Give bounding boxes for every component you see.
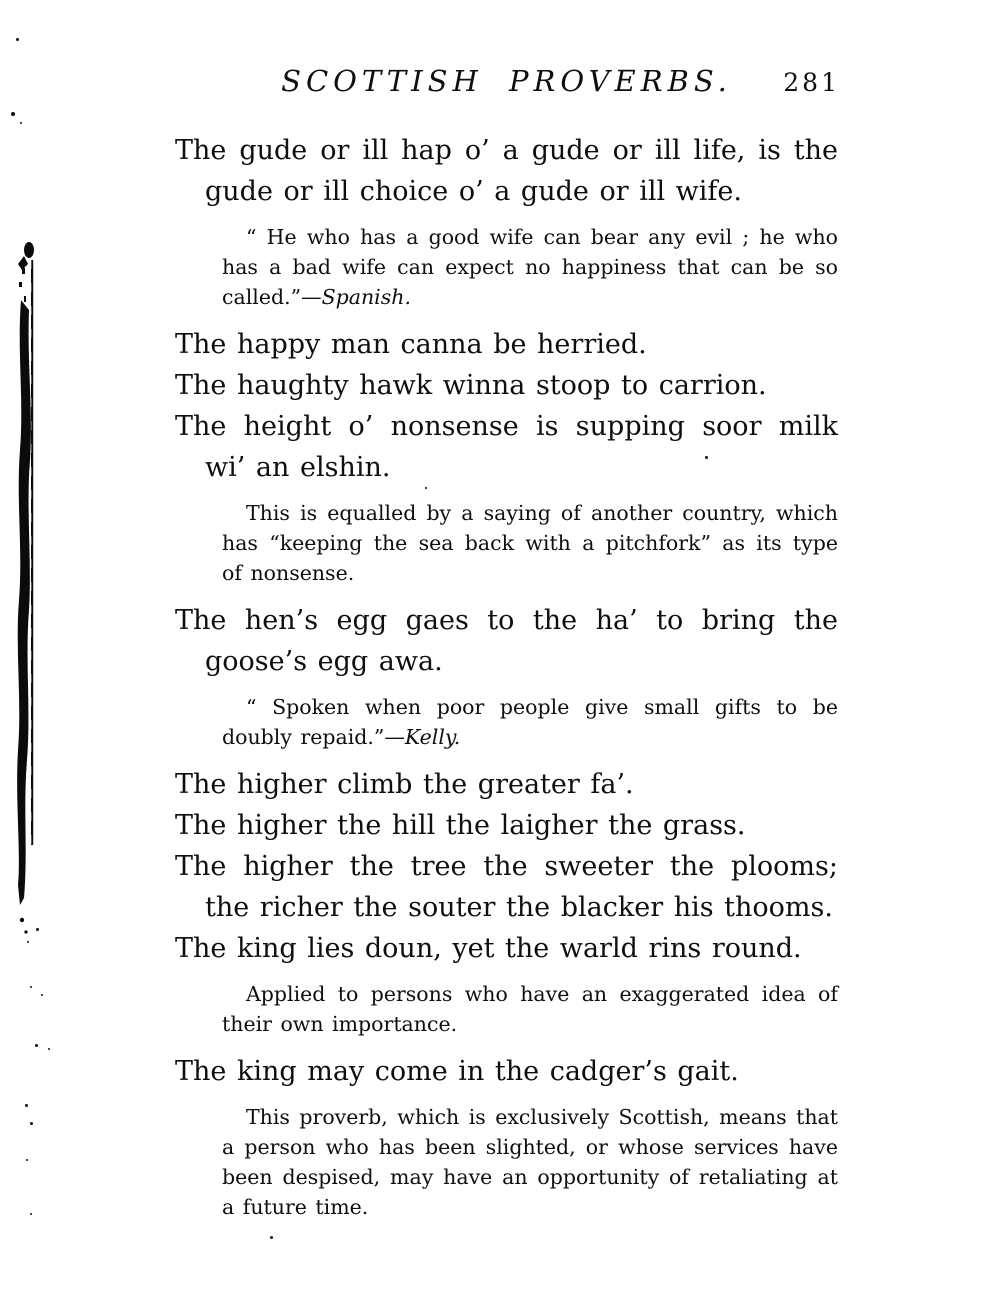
entry-text: The height o’ nonsense is supping soor milk wi’ an elshin.	[175, 411, 838, 483]
note-text	[222, 498, 838, 588]
proverb-text	[175, 406, 838, 488]
entry-text: The higher climb the greater fa’.	[175, 769, 634, 800]
note-text	[222, 222, 838, 312]
note-text	[222, 1102, 838, 1222]
entry-text: The king may come in the cadger’s gait.	[175, 1056, 739, 1087]
proverb-text	[175, 365, 838, 406]
running-title: SCOTTISH PROVERBS.	[281, 64, 732, 98]
proverb-text	[175, 764, 838, 805]
entry-text: The higher the hill the laigher the grass.	[175, 810, 746, 841]
entry-text: This is equalled by a saying of another country, which has “keeping the sea back with a pitchfork” as its type of nonsense.	[222, 501, 838, 585]
entry-text: The hen’s egg gaes to the ha’ to bring the goose’s egg awa.	[175, 605, 838, 677]
entry-text: “ He who has a good wife can bear any evil ; he who has a bad wife can expect no happiness that can be so called.”—	[222, 225, 838, 309]
entry-text: “ Spoken when poor people give small gifts to be doubly repaid.”—	[222, 695, 838, 749]
proverb-text	[175, 805, 838, 846]
page-header	[175, 64, 838, 102]
proverb-text	[175, 130, 838, 212]
entry-text: The higher the tree the sweeter the plooms; the richer the souter the blacker his thooms.	[175, 851, 838, 923]
page-number: 281	[783, 68, 840, 97]
note-text	[222, 979, 838, 1039]
entry-text: The haughty hawk winna stoop to carrion.	[175, 370, 767, 401]
note-source: Kelly.	[404, 725, 461, 749]
proverb-text	[175, 324, 838, 365]
note-text	[222, 692, 838, 752]
entry-text: The gude or ill hap o’ a gude or ill life, is the gude or ill choice o’ a gude or ill wife.	[175, 135, 838, 207]
proverb-text	[175, 846, 838, 928]
entry-text: The king lies doun, yet the warld rins round.	[175, 933, 802, 964]
proverb-text	[175, 600, 838, 682]
proverb-text	[175, 1051, 838, 1092]
entry-text: Applied to persons who have an exaggerated idea of their own importance.	[222, 982, 838, 1036]
entry-text: The happy man canna be herried.	[175, 329, 647, 360]
proverbs-list	[175, 130, 838, 1222]
entry-text: This proverb, which is exclusively Scottish, means that a person who has been slighted, or whose services have been despised, may have an opportunity of retaliating at a future time.	[222, 1105, 838, 1219]
note-source: Spanish.	[321, 285, 411, 309]
proverb-text	[175, 928, 838, 969]
